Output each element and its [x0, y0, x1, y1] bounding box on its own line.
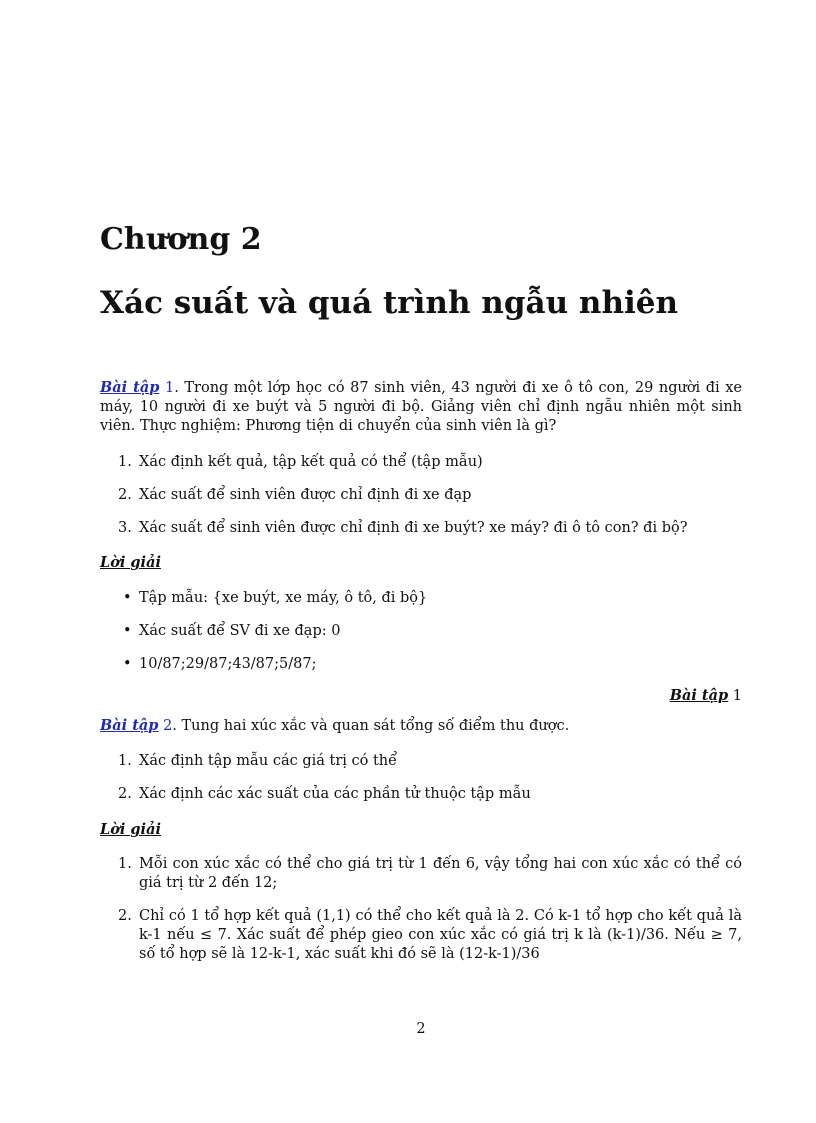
chapter-label: Chương 2 [100, 222, 262, 257]
exercise-1-statement [100, 378, 742, 436]
list-item [100, 519, 742, 538]
exercise-1-questions [100, 453, 742, 552]
list-marker: 1. [118, 753, 132, 769]
bullet-icon: • [123, 590, 132, 606]
chapter-title: Xác suất và quá trình ngẫu nhiên [100, 285, 679, 321]
list-item-text: Xác định tập mẫu các giá trị có thể [139, 753, 398, 769]
list-item-text: 10/87;29/87;43/87;5/87; [139, 656, 317, 672]
list-item-text: Tập mẫu: {xe buýt, xe máy, ô tô, đi bộ} [139, 590, 428, 606]
list-item [100, 655, 742, 674]
exercise-1-solution [100, 589, 742, 688]
bullet-icon: • [123, 656, 132, 672]
end-tag-number: 1 [732, 688, 742, 704]
exercise-2-number[interactable]: 2 [163, 718, 173, 734]
list-marker: 2. [118, 908, 132, 924]
exercise-1-number[interactable]: 1 [164, 380, 175, 396]
list-item [100, 855, 742, 893]
exercise-1-solution-heading: Lời giải [100, 554, 161, 571]
list-marker: 1. [118, 856, 132, 872]
list-marker: 2. [118, 786, 132, 802]
page-number: 2 [416, 1021, 426, 1037]
list-item [100, 785, 742, 804]
list-item [100, 453, 742, 472]
list-item-text: Mỗi con xúc xắc có thể cho giá trị từ 1 đến 6, vậy tổng hai con xúc xắc có thể có giá trị từ 2 đến 12; [139, 856, 742, 891]
list-marker: 2. [118, 487, 132, 503]
exercise-2-statement [100, 716, 742, 736]
list-item-text: Xác định kết quả, tập kết quả có thể (tập mẫu) [139, 454, 483, 470]
exercise-2-solution [100, 855, 742, 978]
exercise-2-label[interactable]: Bài tập [100, 717, 159, 734]
list-item-text: Chỉ có 1 tổ hợp kết quả (1,1) có thể cho kết quả là 2. Có k-1 tổ hợp cho kết quả là k-1 nếu ≤ 7. Xác suất để phép gieo con xúc xắc có giá trị k là (k-1)/36. Nếu ≥ 7, số tổ hợp sẽ là 12-k-1, xác suất khi đó sẽ là (12-k-1)/36 [139, 908, 742, 962]
list-item [100, 622, 742, 641]
list-item [100, 589, 742, 608]
exercise-2-text: . Tung hai xúc xắc và quan sát tổng số điểm thu được. [172, 718, 570, 734]
exercise-1-text: . Trong một lớp học có 87 sinh viên, 43 người đi xe ô tô con, 29 người đi xe máy, 10 người đi xe buýt và 5 người đi bộ. Giảng viên chỉ định ngẫu nhiên một sinh viên. Thực nghiệm: Phương tiện di chuyển của sinh viên là gì? [100, 380, 742, 434]
list-item-text: Xác suất để sinh viên được chỉ định đi xe đạp [139, 487, 472, 503]
exercise-1-end-tag [670, 687, 742, 704]
list-item [100, 486, 742, 505]
bullet-icon: • [123, 623, 132, 639]
list-item-text: Xác định các xác suất của các phần tử thuộc tập mẫu [139, 786, 531, 802]
exercise-2-questions [100, 752, 742, 818]
list-item-text: Xác suất để SV đi xe đạp: 0 [139, 623, 341, 639]
exercise-2-solution-heading: Lời giải [100, 821, 161, 838]
exercise-1-label[interactable]: Bài tập [100, 379, 160, 396]
list-item-text: Xác suất để sinh viên được chỉ định đi xe buýt? xe máy? đi ô tô con? đi bộ? [139, 520, 688, 536]
end-tag-label: Bài tập [669, 687, 729, 704]
list-item [100, 752, 742, 771]
list-marker: 1. [118, 454, 132, 470]
list-marker: 3. [118, 520, 132, 536]
list-item [100, 907, 742, 964]
